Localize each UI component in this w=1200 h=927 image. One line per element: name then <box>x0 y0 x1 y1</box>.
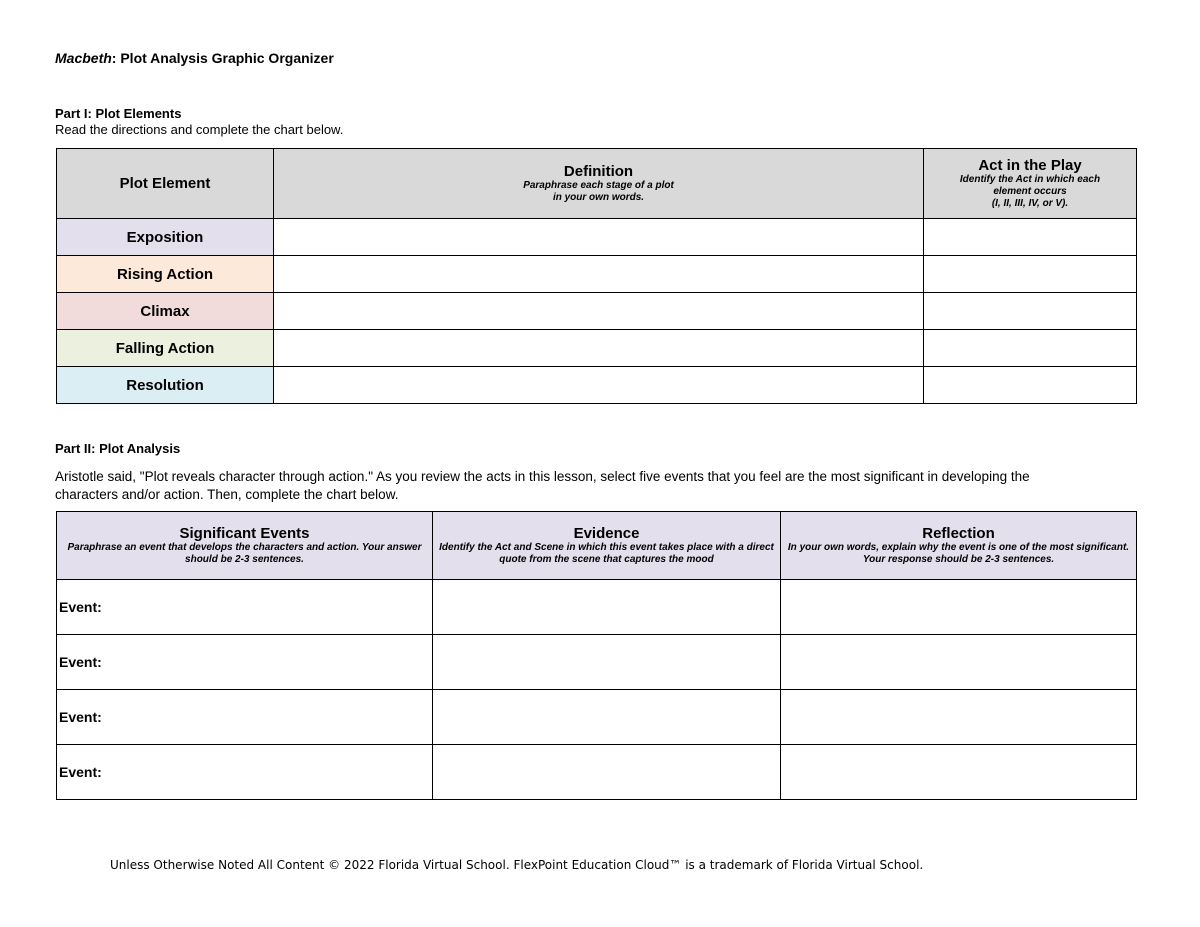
part1-heading: Part I: Plot Elements <box>55 106 182 121</box>
act-cell[interactable] <box>924 293 1137 330</box>
plot-element-label: Resolution <box>57 367 274 404</box>
part1-directions: Read the directions and complete the chart below. <box>55 122 344 137</box>
plot-row-climax <box>57 293 1137 330</box>
plot-row-exposition <box>57 219 1137 256</box>
plot-element-label: Exposition <box>57 219 274 256</box>
part2-heading: Part II: Plot Analysis <box>55 441 181 456</box>
header-reflection: Reflection In your own words, explain why the event is one of the most significant. Your response should be 2-3 sentences. <box>781 512 1137 580</box>
event-label[interactable]: Event: <box>57 580 433 635</box>
plot-elements-table <box>56 148 1137 404</box>
event-row <box>57 745 1137 800</box>
events-table-header <box>57 512 1137 580</box>
event-row <box>57 580 1137 635</box>
plot-row-falling-action <box>57 330 1137 367</box>
act-cell[interactable] <box>924 219 1137 256</box>
plot-analysis-table <box>56 511 1137 800</box>
event-label[interactable]: Event: <box>57 635 433 690</box>
evidence-cell[interactable] <box>433 580 781 635</box>
page-title <box>55 50 334 66</box>
reflection-cell[interactable] <box>781 580 1137 635</box>
event-label[interactable]: Event: <box>57 745 433 800</box>
definition-cell[interactable] <box>274 256 924 293</box>
definition-cell[interactable] <box>274 293 924 330</box>
evidence-cell[interactable] <box>433 745 781 800</box>
reflection-cell[interactable] <box>781 690 1137 745</box>
definition-cell[interactable] <box>274 330 924 367</box>
act-cell[interactable] <box>924 330 1137 367</box>
plot-table-header <box>57 149 1137 219</box>
act-cell[interactable] <box>924 256 1137 293</box>
evidence-cell[interactable] <box>433 690 781 745</box>
reflection-cell[interactable] <box>781 635 1137 690</box>
copyright-footer: Unless Otherwise Noted All Content © 2022 Florida Virtual School. FlexPoint Education Cloud™ is a trademark of Florida Virtual School. <box>110 858 924 872</box>
act-cell[interactable] <box>924 367 1137 404</box>
plot-element-label: Climax <box>57 293 274 330</box>
plot-element-label: Falling Action <box>57 330 274 367</box>
reflection-cell[interactable] <box>781 745 1137 800</box>
part2-intro: Aristotle said, "Plot reveals character through action." As you review the acts in this lesson, select five events that you feel are the most significant in developing the characters and/or action. Then, complete the chart below. <box>55 469 1030 502</box>
header-plot-element: Plot Element <box>57 149 274 219</box>
title-italic: Macbeth <box>55 50 112 66</box>
plot-row-resolution <box>57 367 1137 404</box>
event-row <box>57 635 1137 690</box>
header-significant-events: Significant Events Paraphrase an event that develops the characters and action. Your answer should be 2-3 sentences. <box>57 512 433 580</box>
evidence-cell[interactable] <box>433 635 781 690</box>
event-label[interactable]: Event: <box>57 690 433 745</box>
header-act: Act in the Play Identify the Act in which each element occurs (I, II, III, IV, or V). <box>924 149 1137 219</box>
definition-cell[interactable] <box>274 219 924 256</box>
plot-row-rising-action <box>57 256 1137 293</box>
header-evidence: Evidence Identify the Act and Scene in which this event takes place with a direct quote from the scene that captures the mood <box>433 512 781 580</box>
header-definition: Definition Paraphrase each stage of a plot in your own words. <box>274 149 924 219</box>
definition-cell[interactable] <box>274 367 924 404</box>
event-row <box>57 690 1137 745</box>
title-rest: : Plot Analysis Graphic Organizer <box>111 50 334 66</box>
plot-element-label: Rising Action <box>57 256 274 293</box>
